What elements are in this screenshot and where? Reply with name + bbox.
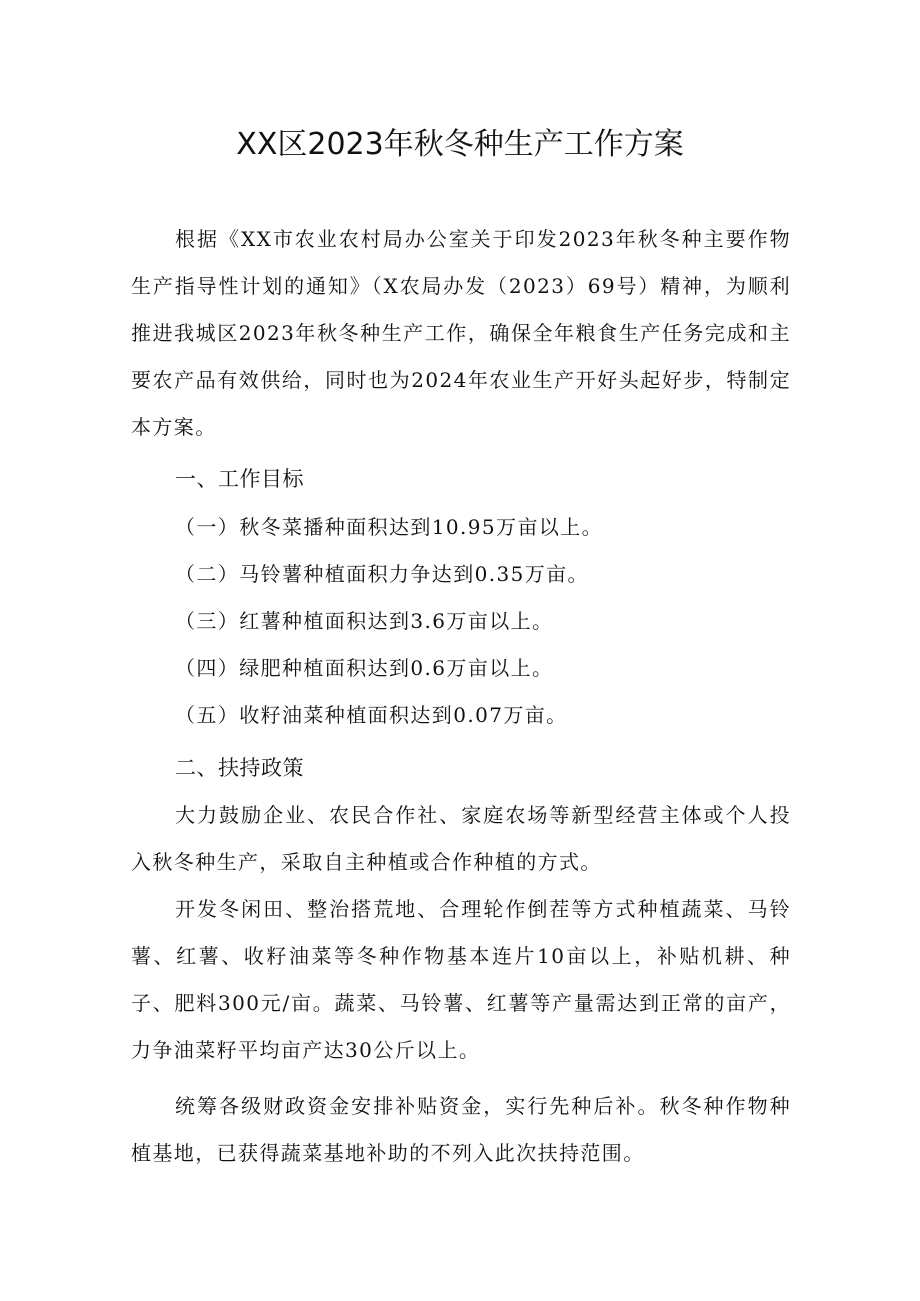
policy-paragraph-3: 统筹各级财政资金安排补贴资金，实行先种后补。秋冬种作物种植基地，已获得蔬菜基地补助的不列入此次扶持范围。 <box>131 1094 791 1165</box>
section-heading-policy: 二、扶持政策 <box>175 756 304 780</box>
goal-item-5: （五）收籽油菜种植面积达到0.07万亩。 <box>175 703 568 727</box>
goal-item-4: （四）绿肥种植面积达到0.6万亩以上。 <box>175 656 554 680</box>
goal-item-3: （三）红薯种植面积达到3.6万亩以上。 <box>175 609 554 633</box>
policy-paragraph-2: 开发冬闲田、整治搭荒地、合理轮作倒茬等方式种植蔬菜、马铃薯、红薯、收籽油菜等冬种作物基本连片10亩以上，补贴机耕、种子、肥料300元/亩。蔬菜、马铃薯、红薯等产量需达到正常的亩产，力争油菜籽平均亩产达30公斤以上。 <box>131 897 791 1062</box>
section-heading-goals: 一、工作目标 <box>175 467 304 491</box>
goal-item-1: （一）秋冬菜播种面积达到10.95万亩以上。 <box>175 515 604 539</box>
document-title: XX区2023年秋冬种生产工作方案 <box>236 127 684 162</box>
intro-paragraph: 根据《XX市农业农村局办公室关于印发2023年秋冬种主要作物生产指导性计划的通知》（X农局办发（2023）69号）精神，为顺利推进我城区2023年秋冬种生产工作，确保全年粮食生产任务完成和主要农产品有效供给，同时也为2024年农业生产开好头起好步，特制定本方案。 <box>131 227 791 439</box>
goal-item-2: （二）马铃薯种植面积力争达到0.35万亩。 <box>175 562 589 586</box>
policy-paragraph-1: 大力鼓励企业、农民合作社、家庭农场等新型经营主体或个人投入秋冬种生产，采取自主种植或合作种植的方式。 <box>131 803 791 874</box>
